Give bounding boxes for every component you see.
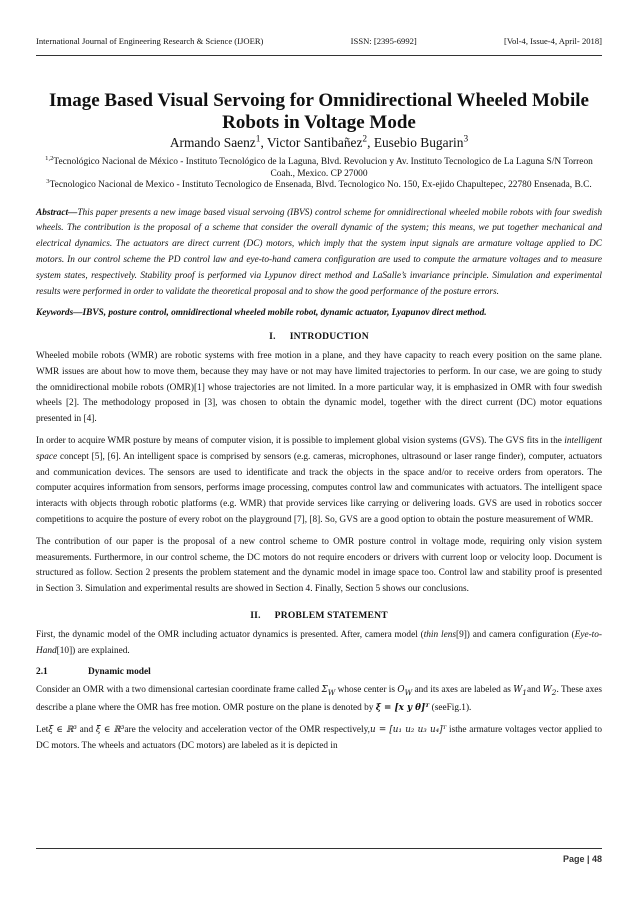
- section-number: II.: [250, 609, 261, 621]
- keywords-label: Keywords—: [36, 307, 83, 318]
- text-run: isthe armature voltages vector applied to DC motors. The wheels and actuators (DC motors) are labeled as it is depicted in: [36, 724, 602, 751]
- author-sup: 2: [362, 134, 368, 145]
- paper-title: Image Based Visual Servoing for Omnidirectional Wheeled Mobile Robots in Voltage Mode: [49, 90, 589, 133]
- text-run: In order to acquire WMR posture by means of computer vision, it is possible to implement global vision systems (GVS). The GVS fits in the: [36, 435, 565, 446]
- math-symbol: O: [397, 685, 405, 696]
- abstract: [36, 206, 602, 301]
- section-title: PROBLEM STATEMENT: [274, 609, 388, 621]
- abstract-label: Abstract—: [36, 207, 78, 218]
- header-divider: [36, 55, 602, 56]
- section-heading-introduction: [36, 331, 602, 342]
- affiliation-sup: 3: [46, 177, 50, 185]
- math-velocity: ξ̇ ∈ ℝ³: [48, 724, 77, 735]
- author-name: Eusebio Bugarin: [373, 135, 464, 150]
- keywords-text: IBVS, posture control, omnidirectional wheeled mobile robot, dynamic actuator, Lyapunov direct method.: [82, 307, 487, 318]
- section-number: I.: [269, 330, 276, 342]
- author-name: Victor Santibañez: [266, 135, 363, 150]
- issn: ISSN: [2395-6992]: [350, 36, 417, 46]
- emphasis: intelligent space: [36, 435, 602, 462]
- problem-paragraph-1: [36, 628, 602, 660]
- text-run: . These axes describe a plane where the OMR has free motion. OMR posture on the plane is denoted by: [36, 685, 603, 714]
- text-run: whose center is: [335, 685, 398, 696]
- emphasis: thin lens: [423, 629, 456, 640]
- text-run: (seeFig.1).: [429, 703, 472, 714]
- math: [321, 685, 336, 698]
- subsection-number: 2.1: [36, 667, 48, 678]
- math: [542, 685, 557, 698]
- affiliation-sup: 1,2: [45, 154, 54, 162]
- text-run: concept [5], [6]. An intelligent space is comprised by sensors (e.g. cameras, microphones, ultrasound or laser range finder), computer, actuators and communication devices. The sensors are used to identificate and track the objects in the space and/or to receive orders from operators. The computer acquires information from sensors, performs image processing, computes control law and communicates with actuators. The intelligent space interacts with objects through robotic platforms (e.g. WMR) that provide services like carrying or delivering loads. GVS are used in robotics soccer competitions to acquire the posture of every robot on the playground [7], [8]. So, GVS are a good option to obtain the posture measurement of WMR.: [36, 451, 602, 525]
- math-subscript: 2: [551, 688, 557, 698]
- abstract-text: This paper presents a new image based visual servoing (IBVS) control scheme for omnidirectional wheeled mobile robots with four swedish wheels. The contribution is the proposal of a scheme that consider the overall dynamic of the system; this means, we put together mechanical and electrical dynamics. The actuators are direct current (DC) motors, which imply that the system input signals are armature voltage applied to DC motors. In our control scheme the PD control law and eye-to-hand camera configuration are used to compute the armature voltages and to measure system states, respectively. Stability proof is performed via Lypunov direct method and LaSalle’s invariance principle. Simulation and experimental results were performed in order to validate the theoretical proposal and to show the good performance of the posture errors.: [36, 207, 602, 298]
- affiliation-text: Tecnologico Nacional de Mexico - Instituto Tecnologico de Ensenada, Blvd. Tecnologico No. 150, Ex-ejido Chapultepec, 22780 Ensenada, B.C.: [49, 180, 592, 190]
- problem-paragraph-2: [36, 683, 602, 716]
- intro-paragraph-1: Wheeled mobile robots (WMR) are robotic systems with free motion in a plane, and they have capacity to reach every position on the same plane. WMR issues are about how to move them, because they may have or not may have limited trajectories to perform. In our case, we are going to study the omnidirectional mobile robots (OMR)[1] whose trajectories are not limited. In a more particular way, it is emphasized in OMR with four swedish wheels [2]. The methodology proposed in [3], was chosen to obtain the dynamic model, together with the direct current (DC) motor equations presented in [4].: [36, 350, 602, 425]
- page-number: Page | 48: [562, 854, 602, 864]
- math: [513, 685, 527, 698]
- subsection-title: Dynamic model: [88, 667, 151, 678]
- math-symbol: Σ: [321, 685, 328, 696]
- math-symbol: W: [542, 685, 552, 696]
- section-heading-problem-statement: [36, 610, 602, 621]
- text-run: and: [526, 685, 543, 696]
- text-run: [9]) and camera configuration (: [455, 629, 575, 640]
- journal-name: International Journal of Engineering Research & Science (IJOER): [36, 36, 264, 46]
- emphasis: Eye-to-Hand: [36, 629, 603, 656]
- text-run: Consider an OMR with a two dimensional cartesian coordinate frame called: [36, 685, 322, 696]
- math-acceleration: ξ̈ ∈ ℝ³: [95, 724, 125, 735]
- text-run: and its axes are labeled as: [412, 685, 514, 696]
- author-sup: 1: [255, 134, 261, 145]
- math-symbol: W: [513, 685, 523, 696]
- problem-paragraph-3: [36, 723, 602, 755]
- text-run: First, the dynamic model of the OMR including actuator dynamics is presented. After, camera model (: [36, 629, 424, 640]
- text-run: [10]) are explained.: [56, 645, 130, 656]
- math-subscript: W: [327, 688, 336, 698]
- running-header: [36, 36, 602, 52]
- intro-paragraph-2: [36, 434, 602, 529]
- math-voltage-vector: u = [u₁ u₂ u₃ u₄]ᵀ: [369, 724, 447, 735]
- affiliation: [36, 177, 602, 192]
- keywords: [36, 307, 602, 319]
- text-run: and: [76, 724, 96, 735]
- text-run: are the velocity and acceleration vector of the OMR respectively,: [124, 724, 370, 735]
- affiliation-text: Tecnológico Nacional de México - Instituto Tecnológico de la Laguna, Blvd. Revolucion y Av. Instituto Tecnologico de La Laguna S/N Torreon Coah., Mexico. CP 27000: [53, 157, 593, 179]
- math-subscript: W: [404, 688, 413, 698]
- paper-body: [36, 90, 602, 760]
- math: [397, 685, 413, 698]
- author-sup: 3: [463, 134, 469, 145]
- affiliation: [36, 154, 602, 180]
- math-posture: ξ = [x y θ]ᵀ: [375, 703, 430, 714]
- subsection-heading: [36, 667, 602, 677]
- footer-divider: [36, 848, 602, 849]
- author-list: Armando Saenz$^1$, Victor Santibañez$^2$, Eusebio Bugarin$^3$: [169, 134, 469, 150]
- author-name: Armando Saenz: [169, 135, 256, 150]
- section-title: INTRODUCTION: [289, 330, 369, 342]
- intro-paragraph-3: The contribution of our paper is the proposal of a new control scheme to OMR posture control in voltage mode, requiring only vision system measurements. Furthermore, in our control scheme, the DC motors do not require encoders or drivers with current loop or velocity loop. Document is structured as follow. Section 2 presents the problem statement and the dynamic model in image space too. Control law and stability proof is presented in Section 3. Simulation and experimental results are showed in Section 4. Finally, Section 5 shows our conclusions.: [36, 536, 602, 595]
- text-run: Let: [36, 724, 49, 735]
- issue-info: [Vol-4, Issue-4, April- 2018]: [504, 36, 602, 46]
- math-subscript: 1: [522, 688, 527, 698]
